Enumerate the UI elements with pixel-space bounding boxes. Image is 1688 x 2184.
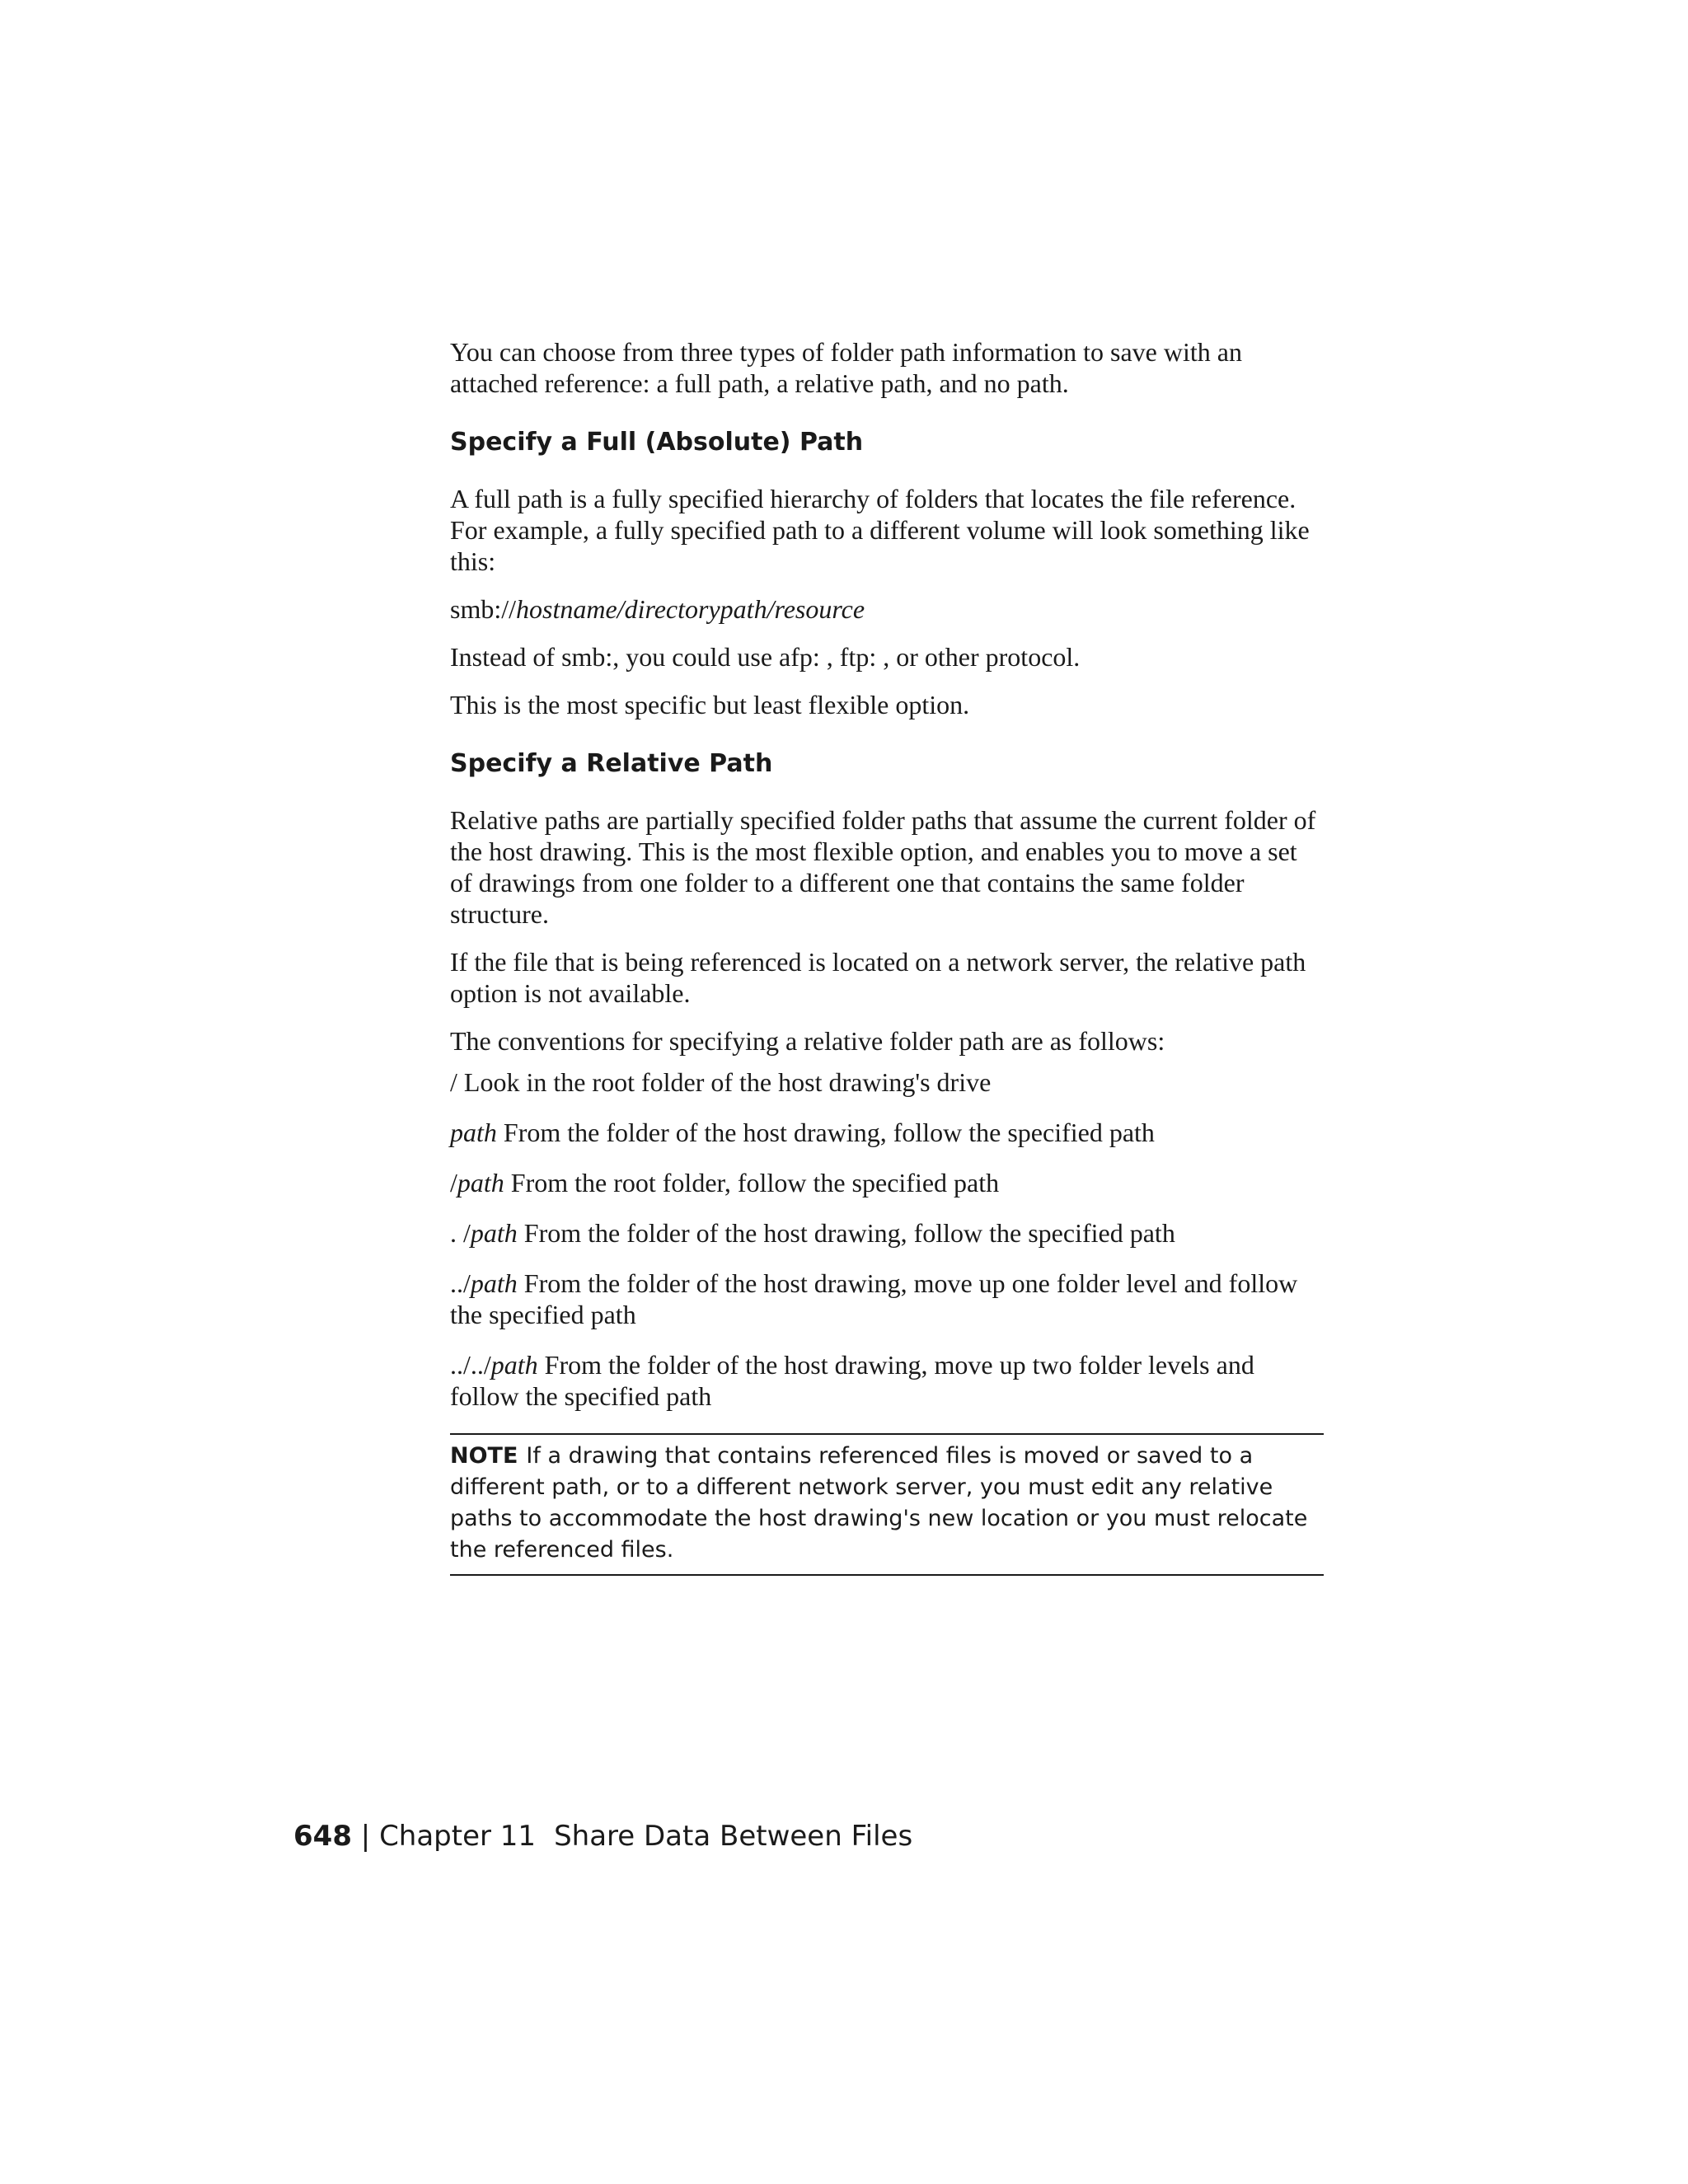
convention-desc: From the folder of the host drawing, move up one folder level and follow the specified path bbox=[450, 1268, 1298, 1329]
convention-item bbox=[450, 1167, 1324, 1198]
convention-desc: Look in the root folder of the host drawing's drive bbox=[457, 1067, 992, 1097]
convention-item bbox=[450, 1066, 1324, 1098]
footer-separator: | bbox=[351, 1820, 380, 1853]
page-body bbox=[450, 336, 1324, 1576]
convention-term: path bbox=[470, 1268, 518, 1298]
page-footer bbox=[293, 1818, 912, 1854]
path-example-prefix: smb:// bbox=[450, 594, 517, 624]
chapter-title: Share Data Between Files bbox=[554, 1820, 913, 1853]
convention-term: path bbox=[470, 1218, 518, 1248]
full-path-heading: Specify a Full (Absolute) Path bbox=[450, 428, 864, 457]
flexibility-paragraph: This is the most specific but least flexible option. bbox=[450, 690, 970, 719]
convention-term: path bbox=[457, 1168, 504, 1197]
page-number: 648 bbox=[293, 1820, 352, 1853]
convention-desc: From the folder of the host drawing, follow the specified path bbox=[517, 1218, 1175, 1248]
note-box bbox=[450, 1433, 1324, 1576]
convention-desc: From the folder of the host drawing, follow the specified path bbox=[496, 1118, 1155, 1147]
convention-term: path bbox=[490, 1350, 538, 1380]
note-text: If a drawing that contains referenced files is moved or saved to a different path, or to a different network server, you must edit any relative paths to accommodate the host drawing's new location or you must relocate the referenced files. bbox=[450, 1443, 1308, 1563]
convention-prefix: . / bbox=[450, 1218, 471, 1248]
convention-prefix: ../../ bbox=[450, 1350, 491, 1380]
convention-prefix: / bbox=[450, 1067, 457, 1097]
network-server-paragraph: If the file that is being referenced is located on a network server, the relative path option is not available. bbox=[450, 947, 1306, 1008]
convention-desc: From the root folder, follow the specified path bbox=[504, 1168, 1000, 1197]
convention-term: path bbox=[450, 1118, 497, 1147]
convention-item bbox=[450, 1117, 1324, 1148]
protocol-paragraph: Instead of smb:, you could use afp: , ftp: , or other protocol. bbox=[450, 642, 1081, 672]
convention-prefix: ../ bbox=[450, 1268, 471, 1298]
path-example-path: hostname/directorypath/resource bbox=[516, 594, 865, 624]
relative-path-paragraph: Relative paths are partially specified folder paths that assume the current folder of the host drawing. This is the most flexible option, and enables you to move a set of drawings from one folder to a different one that contains the same folder structure. bbox=[450, 805, 1316, 929]
full-path-paragraph: A full path is a fully specified hierarchy of folders that locates the file reference. For example, a fully specified path to a different volume will look something like this: bbox=[450, 484, 1310, 576]
convention-item bbox=[450, 1349, 1324, 1412]
convention-item bbox=[450, 1217, 1324, 1249]
chapter-label: Chapter 11 bbox=[379, 1820, 537, 1853]
note-label: NOTE bbox=[450, 1443, 518, 1469]
relative-path-heading: Specify a Relative Path bbox=[450, 749, 773, 778]
convention-item bbox=[450, 1268, 1324, 1330]
conventions-list bbox=[450, 1066, 1324, 1412]
conventions-intro: The conventions for specifying a relative folder path are as follows: bbox=[450, 1026, 1165, 1056]
intro-paragraph: You can choose from three types of folder path information to save with an attached reference: a full path, a relative path, and no path. bbox=[450, 337, 1242, 398]
path-example bbox=[450, 593, 1324, 625]
convention-prefix: / bbox=[450, 1168, 457, 1197]
convention-desc: From the folder of the host drawing, move up two folder levels and follow the specified path bbox=[450, 1350, 1254, 1411]
